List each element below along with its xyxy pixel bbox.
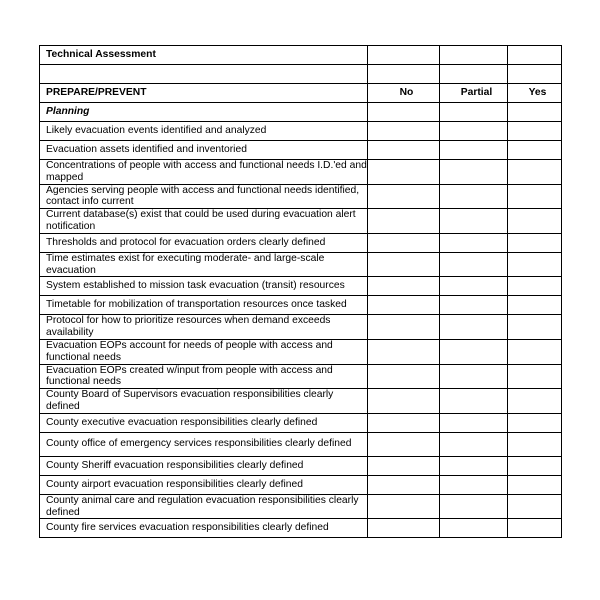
subsection-no-cell xyxy=(368,103,440,122)
yes-checkbox-cell[interactable] xyxy=(508,209,562,234)
no-checkbox-cell[interactable] xyxy=(368,277,440,296)
item-label: Agencies serving people with access and functional needs identified, contact info current xyxy=(40,184,368,209)
table-row xyxy=(40,389,562,414)
blank-row xyxy=(40,65,562,84)
blank-yes-cell xyxy=(508,65,562,84)
table-row xyxy=(40,432,562,456)
no-checkbox-cell[interactable] xyxy=(368,456,440,475)
item-label: Likely evacuation events identified and analyzed xyxy=(40,122,368,141)
yes-checkbox-cell[interactable] xyxy=(508,364,562,389)
no-checkbox-cell[interactable] xyxy=(368,233,440,252)
yes-checkbox-cell[interactable] xyxy=(508,389,562,414)
subsection-row xyxy=(40,103,562,122)
yes-checkbox-cell[interactable] xyxy=(508,339,562,364)
yes-checkbox-cell[interactable] xyxy=(508,413,562,432)
table-row xyxy=(40,184,562,209)
item-label: County office of emergency services responsibilities clearly defined xyxy=(40,432,368,456)
blank-no-cell xyxy=(368,65,440,84)
table-row xyxy=(40,122,562,141)
item-label: County Sheriff evacuation responsibilities clearly defined xyxy=(40,456,368,475)
partial-checkbox-cell[interactable] xyxy=(440,519,508,538)
item-label: Thresholds and protocol for evacuation orders clearly defined xyxy=(40,233,368,252)
partial-checkbox-cell[interactable] xyxy=(440,364,508,389)
table-row xyxy=(40,277,562,296)
yes-checkbox-cell[interactable] xyxy=(508,277,562,296)
partial-checkbox-cell[interactable] xyxy=(440,233,508,252)
yes-checkbox-cell[interactable] xyxy=(508,315,562,340)
partial-checkbox-cell[interactable] xyxy=(440,252,508,277)
item-label: System established to mission task evacuation (transit) resources xyxy=(40,277,368,296)
partial-checkbox-cell[interactable] xyxy=(440,141,508,160)
yes-checkbox-cell[interactable] xyxy=(508,184,562,209)
title-partial-cell xyxy=(440,46,508,65)
table-row xyxy=(40,233,562,252)
no-checkbox-cell[interactable] xyxy=(368,315,440,340)
technical-assessment-table xyxy=(39,45,562,538)
partial-checkbox-cell[interactable] xyxy=(440,296,508,315)
yes-checkbox-cell[interactable] xyxy=(508,141,562,160)
item-label: County executive evacuation responsibilities clearly defined xyxy=(40,413,368,432)
partial-checkbox-cell[interactable] xyxy=(440,122,508,141)
table-row xyxy=(40,364,562,389)
yes-checkbox-cell[interactable] xyxy=(508,296,562,315)
table-row xyxy=(40,160,562,185)
item-label: Time estimates exist for executing moderate- and large-scale evacuation xyxy=(40,252,368,277)
partial-checkbox-cell[interactable] xyxy=(440,456,508,475)
table-row xyxy=(40,494,562,519)
item-label: Evacuation EOPs account for needs of people with access and functional needs xyxy=(40,339,368,364)
table-row xyxy=(40,456,562,475)
section-header-row xyxy=(40,84,562,103)
no-checkbox-cell[interactable] xyxy=(368,413,440,432)
no-checkbox-cell[interactable] xyxy=(368,252,440,277)
yes-checkbox-cell[interactable] xyxy=(508,233,562,252)
yes-checkbox-cell[interactable] xyxy=(508,519,562,538)
no-checkbox-cell[interactable] xyxy=(368,339,440,364)
item-label: Current database(s) exist that could be used during evacuation alert notification xyxy=(40,209,368,234)
yes-checkbox-cell[interactable] xyxy=(508,160,562,185)
table-row xyxy=(40,296,562,315)
table-row xyxy=(40,339,562,364)
yes-checkbox-cell[interactable] xyxy=(508,252,562,277)
no-checkbox-cell[interactable] xyxy=(368,389,440,414)
item-label: Evacuation EOPs created w/input from people with access and functional needs xyxy=(40,364,368,389)
partial-checkbox-cell[interactable] xyxy=(440,339,508,364)
partial-checkbox-cell[interactable] xyxy=(440,413,508,432)
partial-checkbox-cell[interactable] xyxy=(440,389,508,414)
yes-checkbox-cell[interactable] xyxy=(508,432,562,456)
no-checkbox-cell[interactable] xyxy=(368,475,440,494)
table-row xyxy=(40,519,562,538)
partial-checkbox-cell[interactable] xyxy=(440,494,508,519)
item-label: County airport evacuation responsibilities clearly defined xyxy=(40,475,368,494)
yes-checkbox-cell[interactable] xyxy=(508,122,562,141)
subsection-yes-cell xyxy=(508,103,562,122)
subsection-partial-cell xyxy=(440,103,508,122)
no-checkbox-cell[interactable] xyxy=(368,296,440,315)
partial-checkbox-cell[interactable] xyxy=(440,315,508,340)
partial-checkbox-cell[interactable] xyxy=(440,432,508,456)
item-label: County animal care and regulation evacuation responsibilities clearly defined xyxy=(40,494,368,519)
column-header-partial: Partial xyxy=(440,84,508,103)
no-checkbox-cell[interactable] xyxy=(368,519,440,538)
form-title: Technical Assessment xyxy=(40,46,368,65)
item-label: County Board of Supervisors evacuation responsibilities clearly defined xyxy=(40,389,368,414)
blank-cell xyxy=(40,65,368,84)
item-label: Timetable for mobilization of transportation resources once tasked xyxy=(40,296,368,315)
subsection-label: Planning xyxy=(40,103,368,122)
item-label: County fire services evacuation responsibilities clearly defined xyxy=(40,519,368,538)
no-checkbox-cell[interactable] xyxy=(368,364,440,389)
yes-checkbox-cell[interactable] xyxy=(508,475,562,494)
title-row xyxy=(40,46,562,65)
table-row xyxy=(40,141,562,160)
item-label: Evacuation assets identified and inventoried xyxy=(40,141,368,160)
blank-partial-cell xyxy=(440,65,508,84)
partial-checkbox-cell[interactable] xyxy=(440,209,508,234)
section-header: PREPARE/PREVENT xyxy=(40,84,368,103)
table-row xyxy=(40,413,562,432)
table-row xyxy=(40,315,562,340)
yes-checkbox-cell[interactable] xyxy=(508,456,562,475)
yes-checkbox-cell[interactable] xyxy=(508,494,562,519)
partial-checkbox-cell[interactable] xyxy=(440,184,508,209)
table-row xyxy=(40,209,562,234)
column-header-yes: Yes xyxy=(508,84,562,103)
column-header-no: No xyxy=(368,84,440,103)
partial-checkbox-cell[interactable] xyxy=(440,277,508,296)
item-label: Protocol for how to prioritize resources when demand exceeds availability xyxy=(40,315,368,340)
title-yes-cell xyxy=(508,46,562,65)
no-checkbox-cell[interactable] xyxy=(368,184,440,209)
no-checkbox-cell[interactable] xyxy=(368,494,440,519)
no-checkbox-cell[interactable] xyxy=(368,141,440,160)
no-checkbox-cell[interactable] xyxy=(368,432,440,456)
item-label: Concentrations of people with access and functional needs I.D.'ed and mapped xyxy=(40,160,368,185)
table-row xyxy=(40,252,562,277)
title-no-cell xyxy=(368,46,440,65)
no-checkbox-cell[interactable] xyxy=(368,209,440,234)
no-checkbox-cell[interactable] xyxy=(368,160,440,185)
partial-checkbox-cell[interactable] xyxy=(440,475,508,494)
no-checkbox-cell[interactable] xyxy=(368,122,440,141)
table-row xyxy=(40,475,562,494)
partial-checkbox-cell[interactable] xyxy=(440,160,508,185)
